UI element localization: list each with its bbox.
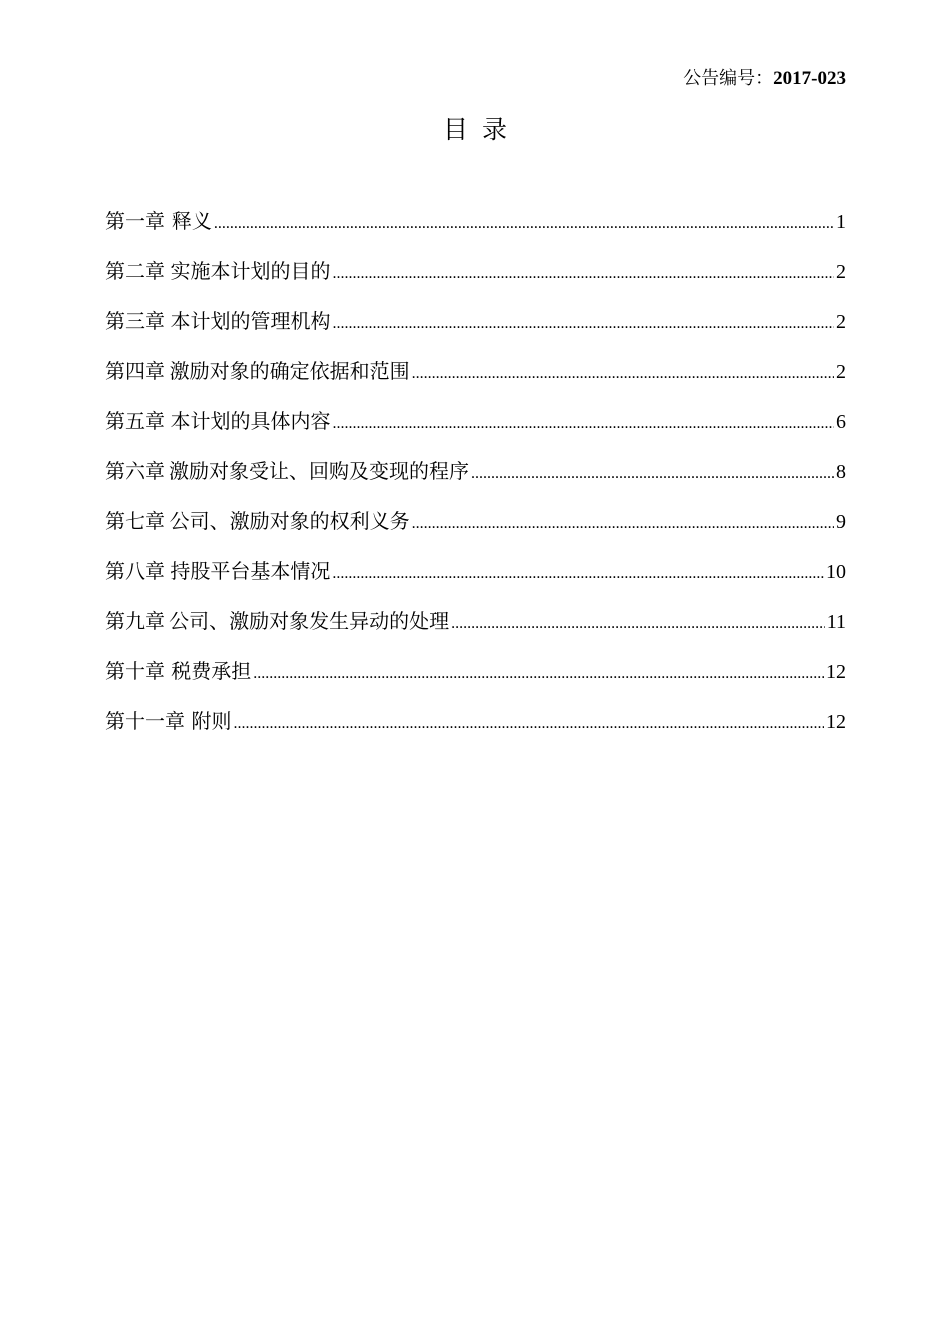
toc-dot-leader <box>451 599 825 649</box>
toc-page-number: 1 <box>836 211 846 233</box>
toc-chapter-title: 公司、激励对象发生异动的处理 <box>169 609 450 633</box>
toc-chapter-number: 第十一章 <box>105 709 185 733</box>
toc-chapter-title: 税费承担 <box>171 659 252 683</box>
toc-chapter-title: 本计划的管理机构 <box>170 309 331 333</box>
toc-entry-9[interactable] <box>105 596 846 646</box>
toc-chapter-title: 附则 <box>191 709 232 733</box>
toc-chapter-title: 公司、激励对象的权利义务 <box>169 509 410 533</box>
toc-chapter-number: 第七章 <box>105 509 165 533</box>
document-title: 目录 <box>442 115 521 144</box>
toc-chapter-number: 第一章 <box>105 209 165 233</box>
toc-entry-8[interactable] <box>105 546 846 596</box>
toc-chapter-title: 释义 <box>171 209 212 233</box>
announcement-label: 公告编号： <box>683 68 774 89</box>
toc-page-number: 2 <box>836 261 846 283</box>
toc-dot-leader <box>214 199 834 249</box>
toc-dot-leader <box>333 399 834 449</box>
toc-page-number: 9 <box>836 511 846 533</box>
toc-chapter-title: 激励对象的确定依据和范围 <box>169 359 410 383</box>
toc-page-number: 12 <box>826 661 846 683</box>
toc-entry-11[interactable] <box>105 696 846 746</box>
toc-chapter-title: 本计划的具体内容 <box>170 409 331 433</box>
announcement-number <box>683 66 846 92</box>
toc-page-number: 2 <box>836 361 846 383</box>
toc-chapter-number: 第九章 <box>105 609 165 633</box>
toc-entry-2[interactable] <box>105 246 846 296</box>
toc-chapter-number: 第八章 <box>105 559 165 583</box>
toc-entry-10[interactable] <box>105 646 846 696</box>
toc-entry-6[interactable] <box>105 446 846 496</box>
toc-chapter-number: 第三章 <box>105 309 165 333</box>
toc-page-number: 10 <box>826 561 846 583</box>
toc-page-number: 8 <box>836 461 846 483</box>
toc-page-number: 11 <box>826 611 846 633</box>
toc-dot-leader <box>412 499 834 549</box>
toc-chapter-title: 激励对象受让、回购及变现的程序 <box>169 459 469 483</box>
toc-chapter-number: 第十章 <box>105 659 165 683</box>
toc-page-number: 6 <box>836 411 846 433</box>
toc-dot-leader <box>471 449 834 499</box>
toc-chapter-number: 第二章 <box>105 259 165 283</box>
toc-page-number: 12 <box>826 711 846 733</box>
toc-chapter-number: 第四章 <box>105 359 165 383</box>
toc-chapter-title: 实施本计划的目的 <box>170 259 331 283</box>
toc-dot-leader <box>234 699 824 749</box>
toc-dot-leader <box>333 299 834 349</box>
toc-dot-leader <box>332 549 824 599</box>
toc-entry-3[interactable] <box>105 296 846 346</box>
toc-entry-4[interactable] <box>105 346 846 396</box>
table-of-contents <box>105 196 846 746</box>
toc-entry-7[interactable] <box>105 496 846 546</box>
toc-dot-leader <box>333 249 834 299</box>
toc-chapter-number: 第六章 <box>105 459 165 483</box>
toc-entry-1[interactable] <box>105 196 846 246</box>
toc-chapter-number: 第五章 <box>105 409 165 433</box>
toc-page-number: 2 <box>836 311 846 333</box>
toc-chapter-title: 持股平台基本情况 <box>170 559 331 583</box>
toc-dot-leader <box>253 649 824 699</box>
toc-entry-5[interactable] <box>105 396 846 446</box>
toc-dot-leader <box>412 349 834 399</box>
announcement-number-value: 2017-023 <box>773 68 846 89</box>
